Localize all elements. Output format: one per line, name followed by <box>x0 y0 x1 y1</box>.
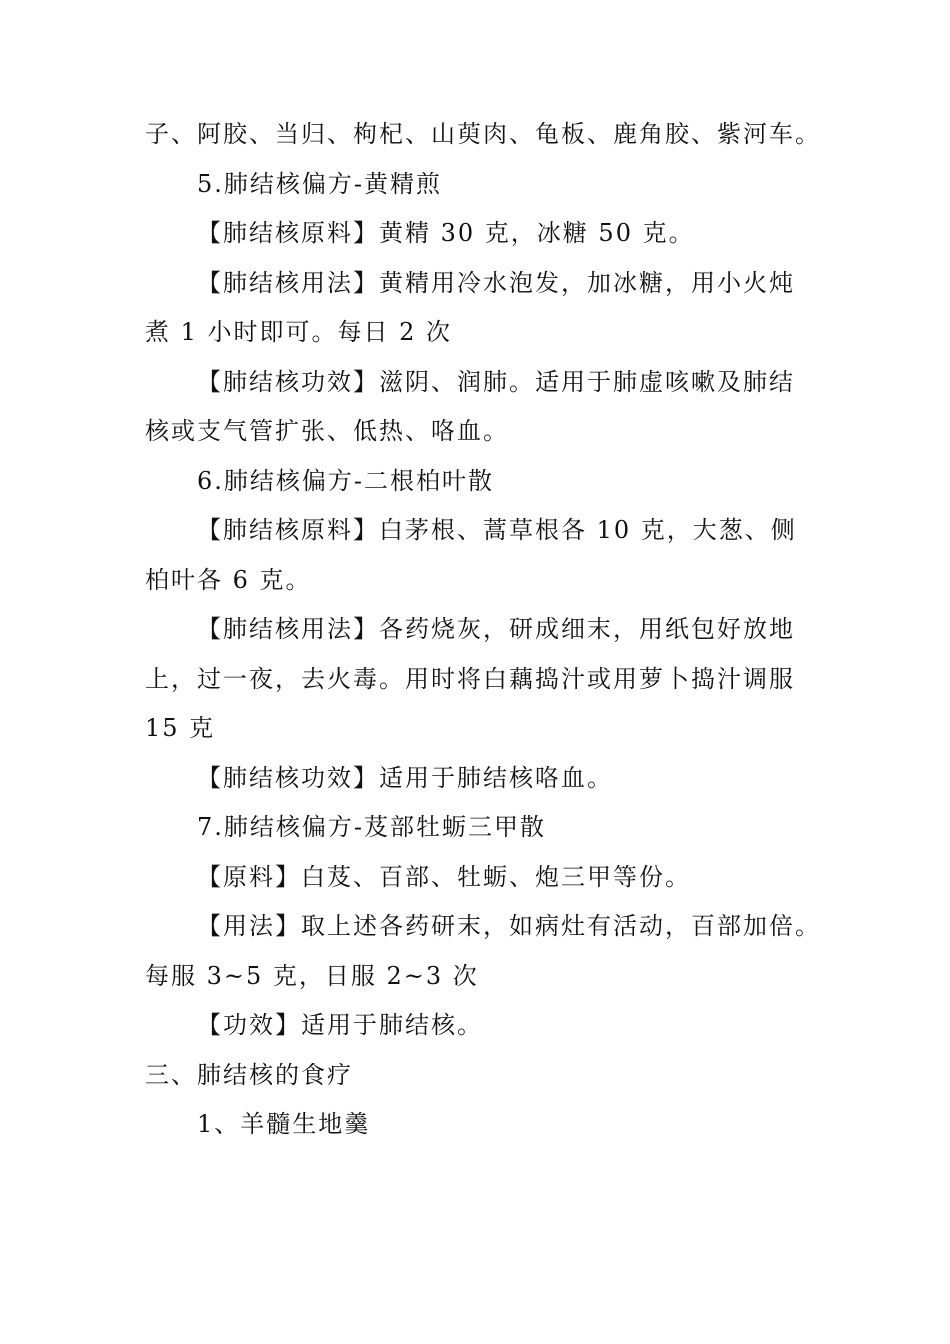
text-line: 【肺结核功效】滋阴、润肺。适用于肺虚咳嗽及肺结 <box>197 367 795 396</box>
section-heading: 1、羊髓生地羹 <box>197 1110 371 1138</box>
text-line: 煮 1 小时即可。每日 2 次 <box>145 318 453 346</box>
text-line: 每服 3~5 克，日服 2~3 次 <box>145 961 479 990</box>
section-heading: 6.肺结核偏方-二根柏叶散 <box>197 466 495 495</box>
text-line: 【用法】取上述各药研末，如病灶有活动，百部加倍。 <box>197 912 821 940</box>
text-line: 子、阿胶、当归、枸杞、山萸肉、龟板、鹿角胶、紫河车。 <box>145 120 821 148</box>
text-line: 【肺结核用法】黄精用冷水泡发，加冰糖，用小火炖 <box>197 268 795 297</box>
text-line: 【肺结核功效】适用于肺结核咯血。 <box>197 763 613 792</box>
section-heading: 5.肺结核偏方-黄精煎 <box>197 169 443 198</box>
text-line: 【原料】白芨、百部、牡蛎、炮三甲等份。 <box>197 862 691 891</box>
text-line: 【肺结核原料】黄精 30 克，冰糖 50 克。 <box>197 219 695 247</box>
text-line: 【功效】适用于肺结核。 <box>197 1011 483 1039</box>
text-line: 上，过一夜，去火毒。用时将白藕捣汁或用萝卜捣汁调服 <box>145 664 795 693</box>
section-heading: 7.肺结核偏方-芨部牡蛎三甲散 <box>197 813 547 841</box>
text-line: 15 克 <box>145 714 216 742</box>
text-line: 【肺结核原料】白茅根、蒿草根各 10 克，大葱、侧 <box>197 516 797 544</box>
text-line: 核或支气管扩张、低热、咯血。 <box>145 417 509 445</box>
chapter-heading: 三、肺结核的食疗 <box>145 1060 353 1089</box>
text-line: 柏叶各 6 克。 <box>145 565 312 594</box>
text-line: 【肺结核用法】各药烧灰，研成细末，用纸包好放地 <box>197 615 795 643</box>
document-body <box>145 110 821 1150</box>
